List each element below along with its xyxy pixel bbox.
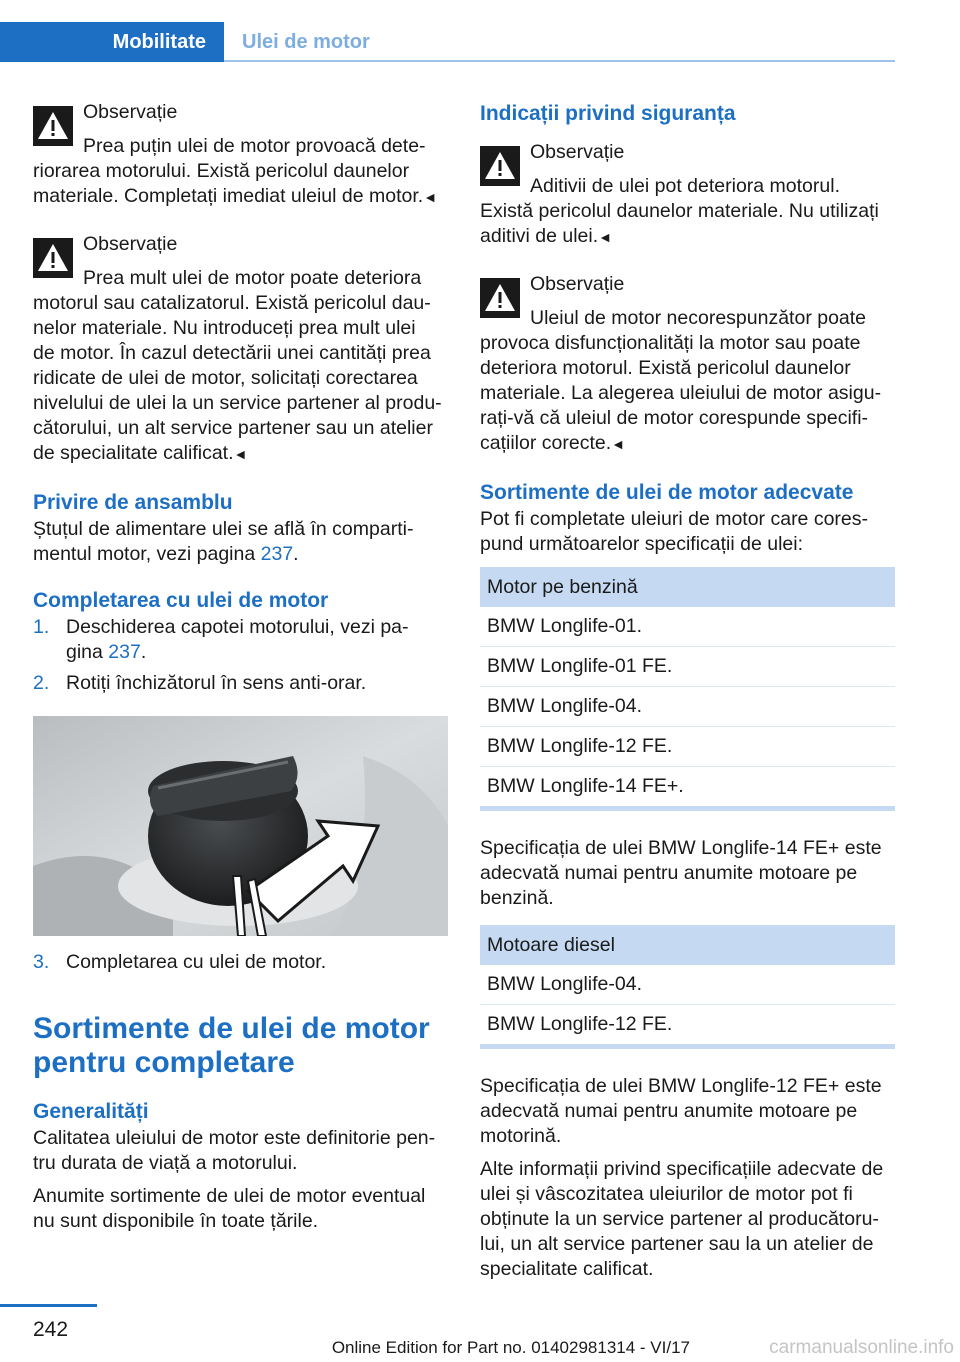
warning-text: materiale. La alegerea uleiului de motor asigu‐ (480, 382, 882, 404)
warning-text: rați-vă că uleiul de motor corespunde specifi‐ (480, 407, 869, 429)
refill-section (33, 587, 448, 696)
body-text: Specificația de ulei BMW Longlife-14 FE+ este (480, 837, 882, 859)
warning-text: nelor materiale. Nu introduceți prea mult ulei (33, 317, 416, 339)
warning-note-4 (480, 272, 895, 457)
tab-mobilitate[interactable]: Mobilitate (0, 22, 224, 62)
warning-text: aditivi de ulei.◄ (480, 225, 613, 247)
oil-types-section (33, 1012, 448, 1234)
page-header (0, 22, 895, 62)
warning-text: cațiilor corecte.◄ (480, 432, 625, 454)
warning-title: Observație (83, 101, 178, 123)
warning-text: Prea puțin ulei de motor provoacă dete‐ (83, 135, 426, 157)
warning-text: Uleiul de motor necorespunzător poate (530, 307, 867, 329)
warning-triangle-icon (33, 106, 73, 146)
section-heading: Privire de ansamblu (33, 491, 233, 514)
warning-triangle-icon (480, 278, 520, 318)
end-mark: ◄ (611, 436, 625, 452)
body-text: pund următoarelor specificații de ulei: (480, 533, 804, 555)
warning-title: Observație (530, 141, 625, 163)
body-text: benzină. (480, 887, 554, 909)
warning-triangle-icon (480, 146, 520, 186)
page-number: 242 (33, 1318, 69, 1341)
oil-cap-illustration (33, 716, 448, 936)
step-number: 3. (33, 951, 50, 973)
watermark: carmanualsonline.info (769, 1337, 954, 1358)
left-column (33, 100, 448, 1234)
body-text: Calitatea uleiului de motor este definitorie pen‐ (33, 1127, 436, 1149)
steps-list (33, 615, 448, 696)
table-header: Motor pe benzină (480, 567, 895, 607)
body-text: nu sunt disponibile în toate țările. (33, 1210, 319, 1232)
warning-text: Există pericolul daunelor materiale. Nu utilizați (480, 200, 879, 222)
diesel-spec-table (480, 925, 895, 1049)
end-mark: ◄ (423, 189, 438, 205)
header-divider (224, 60, 895, 62)
body-text: Alte informații privind specificațiile adecvate de (480, 1158, 884, 1180)
body-text: ulei și vâscozitatea uleiurilor de motor pot fi (480, 1183, 853, 1205)
body-text: obținute la un service partener al producătoru‐ (480, 1208, 879, 1230)
body-text: Ștuțul de alimentare ulei se află în comparti‐ (33, 518, 414, 540)
table-row: BMW Longlife-01. (480, 607, 895, 647)
body-text: Specificația de ulei BMW Longlife-12 FE+ este (480, 1075, 882, 1097)
warning-note-3 (480, 140, 895, 250)
warning-triangle-icon (33, 238, 73, 278)
body-text: adecvată numai pentru anumite motoare pe (480, 1100, 858, 1122)
end-mark: ◄ (233, 446, 248, 462)
table-row: BMW Longlife-04. (480, 965, 895, 1005)
warning-text: provoca disfuncționalități la motor sau poate (480, 332, 861, 354)
list-item: 1. Deschiderea capotei motorului, vezi pa‐ gina 237. (33, 616, 409, 663)
body-text: motorină. (480, 1125, 562, 1147)
warning-text: nivelului de ulei la un service partener al produ‐ (33, 392, 442, 414)
warning-text: cătorului, un alt service partener sau un atelier (33, 417, 433, 439)
warning-text: de specialitate calificat.◄ (33, 442, 248, 464)
list-item: 3. Completarea cu ulei de motor. (33, 951, 327, 973)
page-link[interactable]: 237 (108, 641, 141, 663)
overview-section (33, 489, 448, 567)
warning-text: de motor. În cazul detectării unei cantități prea (33, 342, 431, 364)
edition-text: Online Edition for Part no. 01402981314 - VI/17 (331, 1338, 690, 1357)
warning-title: Observație (83, 233, 178, 255)
page-link[interactable]: 237 (260, 543, 294, 565)
step-number: 2. (33, 672, 50, 694)
petrol-spec-table (480, 567, 895, 811)
body-text: adecvată numai pentru anumite motoare pe (480, 862, 858, 884)
footer-rule (0, 1304, 97, 1307)
tab-ulei-de-motor[interactable]: Ulei de motor (242, 31, 370, 53)
body-text: lui, un alt service partener sau la un atelier de (480, 1233, 874, 1255)
table-row: BMW Longlife-12 FE. (480, 727, 895, 767)
body-text: Anumite sortimente de ulei de motor eventual (33, 1185, 426, 1207)
warning-text: riorarea motorului. Există pericolul daunelor (33, 160, 410, 182)
suitable-oils-section (480, 479, 895, 557)
warning-text: motorul sau catalizatorul. Există pericolul dau‐ (33, 292, 431, 314)
warning-text: Aditivii de ulei pot deteriora motorul. (530, 175, 840, 197)
oil-cap-photo (33, 716, 448, 936)
chapter-title: pentru completare (33, 1046, 295, 1079)
warning-text: deteriora motorul. Există pericolul daunelor (480, 357, 851, 379)
table-row: BMW Longlife-12 FE. (487, 1013, 673, 1035)
chapter-title: Sortimente de ulei de motor (33, 1012, 430, 1045)
more-info (480, 1157, 895, 1282)
petrol-note (480, 836, 895, 911)
warning-text: materiale. Completați imediat uleiul de motor.◄ (33, 185, 438, 207)
list-item: 2. Rotiți închizătorul în sens anti-orar. (33, 672, 367, 694)
body-text: Pot fi completate uleiuri de motor care cores‐ (480, 508, 869, 530)
section-heading: Sortimente de ulei de motor adecvate (480, 481, 854, 504)
warning-note-2 (33, 232, 448, 467)
warning-text: Prea mult ulei de motor poate deteriora (83, 267, 422, 289)
step-number: 1. (33, 616, 50, 638)
table-row: BMW Longlife-01 FE. (480, 647, 895, 687)
end-mark: ◄ (598, 229, 613, 245)
table-row: BMW Longlife-14 FE+. (487, 775, 684, 797)
warning-title: Observație (530, 273, 625, 295)
table-row: BMW Longlife-04. (480, 687, 895, 727)
warning-note-1 (33, 100, 448, 210)
section-heading: Indicații privind siguranța (480, 102, 736, 125)
body-text: tru durata de viață a motorului. (33, 1152, 298, 1174)
section-heading: Generalități (33, 1100, 149, 1123)
diesel-note (480, 1074, 895, 1149)
body-text: specialitate calificat. (480, 1258, 654, 1280)
warning-text: ridicate de ulei de motor, solicitați corectarea (33, 367, 418, 389)
section-heading: Completarea cu ulei de motor (33, 589, 329, 612)
table-header: Motoare diesel (480, 925, 895, 965)
steps-list (33, 950, 448, 975)
right-column (480, 100, 895, 1282)
body-text: mentul motor, vezi pagina 237. (33, 543, 299, 565)
